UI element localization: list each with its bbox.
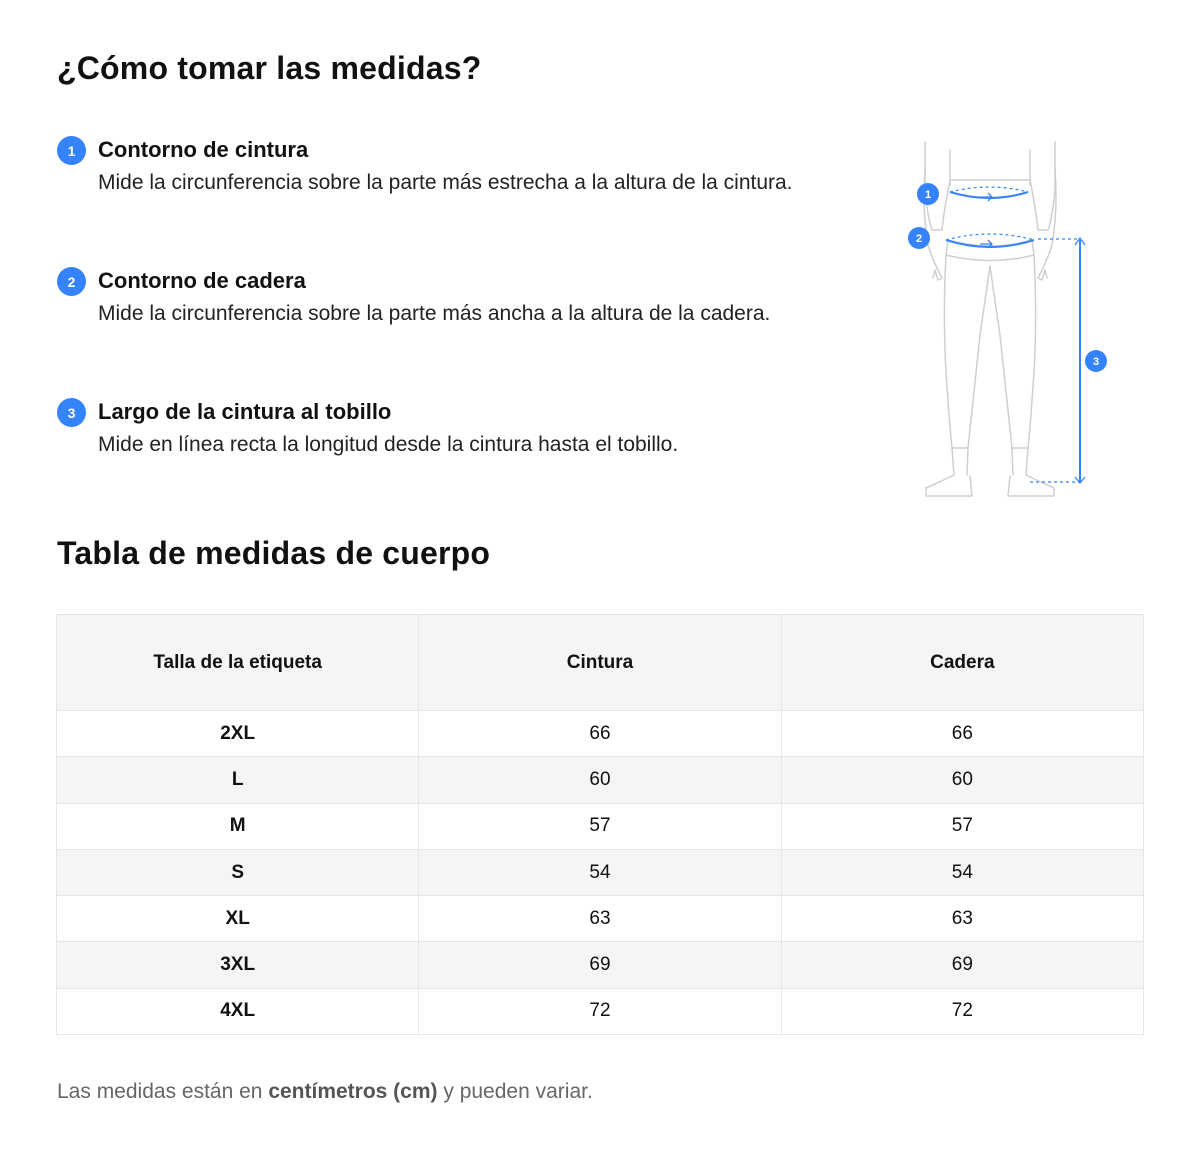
table-row (57, 988, 1144, 1034)
column-header-waist: Cintura (419, 615, 781, 711)
hip-cell: 57 (781, 803, 1143, 849)
size-cell: 4XL (57, 988, 419, 1034)
waist-cell: 69 (419, 942, 781, 988)
size-cell: 2XL (57, 711, 419, 757)
table-row (57, 849, 1144, 895)
step-number-badge: 2 (57, 267, 86, 296)
size-cell: XL (57, 896, 419, 942)
waist-cell: 60 (419, 757, 781, 803)
step-title: Contorno de cadera (98, 268, 306, 293)
column-header-size: Talla de la etiqueta (57, 615, 419, 711)
figure-label-1: 1 (924, 189, 932, 201)
waist-cell: 54 (419, 849, 781, 895)
right-shoe (1008, 475, 1054, 496)
figure-label-3: 3 (1092, 356, 1100, 368)
hip-cell: 66 (781, 711, 1143, 757)
size-cell: 3XL (57, 942, 419, 988)
column-header-hip: Cadera (781, 615, 1143, 711)
size-cell: S (57, 849, 419, 895)
waist-cell: 63 (419, 896, 781, 942)
torso-outline (925, 142, 1055, 230)
size-cell: M (57, 803, 419, 849)
units-note (57, 1080, 593, 1104)
step-description: Mide la circunferencia sobre la parte más ancha a la altura de la cadera. (98, 302, 771, 325)
note-units: centímetros (cm) (268, 1080, 438, 1103)
hip-cell: 63 (781, 896, 1143, 942)
right-leg (990, 255, 1036, 448)
size-table (56, 614, 1144, 1035)
body-measurement-illustration (880, 130, 1130, 510)
step-number-badge: 1 (57, 136, 86, 165)
step-number-badge: 3 (57, 398, 86, 427)
step-description: Mide en línea recta la longitud desde la cintura hasta el tobillo. (98, 433, 679, 456)
table-row (57, 757, 1144, 803)
step-description: Mide la circunferencia sobre la parte más estrecha a la altura de la cintura. (98, 171, 793, 194)
table-title: Tabla de medidas de cuerpo (57, 535, 491, 571)
waist-cell: 72 (419, 988, 781, 1034)
table-header-row (57, 615, 1144, 711)
figure-label-2: 2 (915, 233, 923, 245)
left-leg (944, 255, 990, 448)
waist-cell: 57 (419, 803, 781, 849)
size-cell: L (57, 757, 419, 803)
left-shoe (926, 475, 972, 496)
page-title: ¿Cómo tomar las medidas? (57, 50, 482, 86)
hip-cell: 69 (781, 942, 1143, 988)
table-row (57, 711, 1144, 757)
right-arm (1038, 170, 1056, 280)
step-title: Contorno de cintura (98, 137, 309, 162)
note-text-end: y pueden variar. (437, 1080, 593, 1103)
hip-cell: 54 (781, 849, 1143, 895)
step-title: Largo de la cintura al tobillo (98, 399, 392, 424)
table-row (57, 896, 1144, 942)
waist-cell: 66 (419, 711, 781, 757)
note-text-start: Las medidas están en (57, 1080, 269, 1103)
table-row (57, 803, 1144, 849)
hip-cell: 72 (781, 988, 1143, 1034)
hip-cell: 60 (781, 757, 1143, 803)
table-row (57, 942, 1144, 988)
